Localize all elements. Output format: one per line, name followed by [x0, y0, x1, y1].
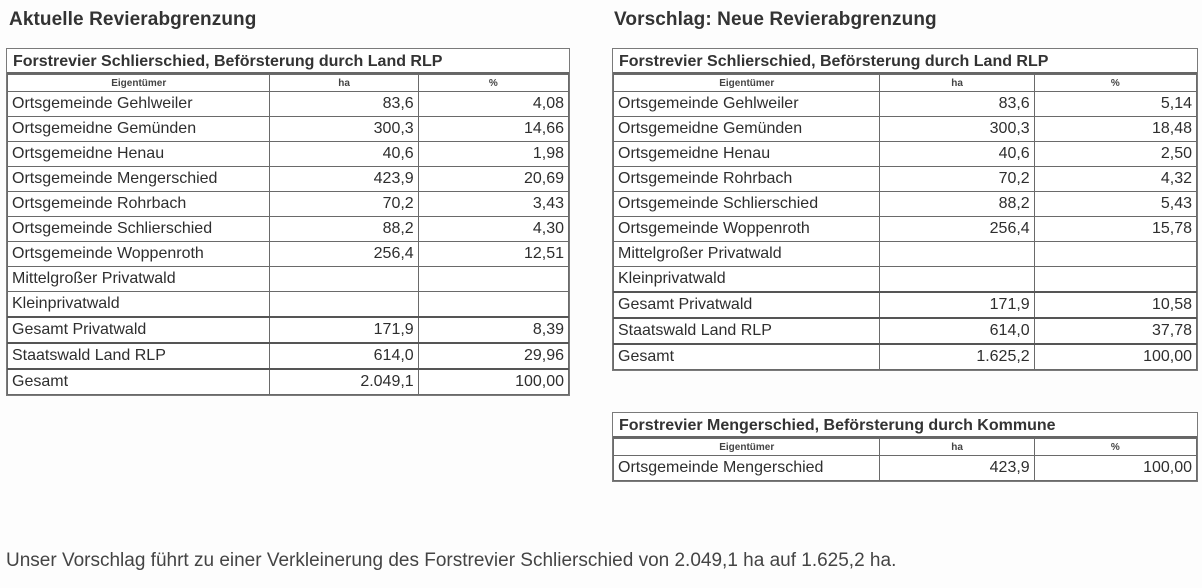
hectare-cell: 256,4 [880, 217, 1034, 242]
hectare-cell: 40,6 [880, 142, 1034, 167]
hectare-cell: 88,2 [270, 217, 418, 242]
footnote-text: Unser Vorschlag führt zu einer Verkleinerung des Forstrevier Schlierschied von 2.049,1 ha auf 1.625,2 ha. [6, 550, 897, 571]
hectare-cell: 171,9 [880, 292, 1034, 318]
percent-cell: 5,43 [1034, 192, 1196, 217]
percent-cell: 4,08 [418, 92, 568, 117]
percent-cell: 4,32 [1034, 167, 1196, 192]
percent-cell: 18,48 [1034, 117, 1196, 142]
hectare-cell: 88,2 [880, 192, 1034, 217]
owner-cell: Ortsgemeinde Rohrbach [614, 167, 880, 192]
column-header: % [418, 75, 568, 92]
table-row [8, 142, 569, 167]
owner-cell: Mittelgroßer Privatwald [614, 242, 880, 267]
data-table [613, 74, 1197, 370]
table-title: Forstrevier Mengerschied, Beförsterung durch Kommune [613, 413, 1197, 438]
table-row [8, 317, 569, 343]
percent-cell [418, 292, 568, 318]
hectare-cell [270, 292, 418, 318]
column-header: Eigentümer [614, 75, 880, 92]
hectare-cell: 70,2 [880, 167, 1034, 192]
data-table [613, 438, 1197, 481]
hectare-cell: 256,4 [270, 242, 418, 267]
table-title: Forstrevier Schlierschied, Beförsterung durch Land RLP [7, 49, 569, 74]
hectare-cell: 614,0 [880, 318, 1034, 344]
column-header: % [1034, 75, 1196, 92]
percent-cell: 20,69 [418, 167, 568, 192]
owner-cell: Staatswald Land RLP [8, 343, 270, 369]
table-row [8, 267, 569, 292]
hectare-cell: 1.625,2 [880, 344, 1034, 370]
column-header: Eigentümer [8, 75, 270, 92]
header-row [614, 439, 1197, 456]
hectare-cell: 171,9 [270, 317, 418, 343]
owner-cell: Ortsgemeinde Woppenroth [614, 217, 880, 242]
percent-cell: 4,30 [418, 217, 568, 242]
percent-cell: 1,98 [418, 142, 568, 167]
owner-cell: Ortsgemeinde Rohrbach [8, 192, 270, 217]
heading-proposed-boundary: Vorschlag: Neue Revierabgrenzung [614, 9, 937, 30]
percent-cell: 37,78 [1034, 318, 1196, 344]
column-header: Eigentümer [614, 439, 880, 456]
table-row [614, 117, 1197, 142]
hectare-cell: 83,6 [880, 92, 1034, 117]
hectare-cell: 300,3 [270, 117, 418, 142]
column-header: ha [880, 439, 1034, 456]
table-row [614, 456, 1197, 481]
hectare-cell: 70,2 [270, 192, 418, 217]
owner-cell: Ortsgemeinde Gehlweiler [8, 92, 270, 117]
table-proposed-schlierschied [612, 48, 1198, 371]
table-row [614, 142, 1197, 167]
percent-cell [418, 267, 568, 292]
owner-cell: Ortsgemeidne Henau [614, 142, 880, 167]
percent-cell: 12,51 [418, 242, 568, 267]
data-table [7, 74, 569, 395]
hectare-cell [270, 267, 418, 292]
percent-cell: 14,66 [418, 117, 568, 142]
header-row [8, 75, 569, 92]
owner-cell: Ortsgemeidne Gemünden [614, 117, 880, 142]
table-row [614, 344, 1197, 370]
table-row [8, 117, 569, 142]
percent-cell: 8,39 [418, 317, 568, 343]
table-row [8, 343, 569, 369]
table-row [8, 369, 569, 395]
table-row [614, 92, 1197, 117]
column-header: ha [880, 75, 1034, 92]
owner-cell: Kleinprivatwald [8, 292, 270, 318]
hectare-cell [880, 267, 1034, 293]
owner-cell: Ortsgemeinde Schlierschied [614, 192, 880, 217]
table-row [614, 192, 1197, 217]
percent-cell: 29,96 [418, 343, 568, 369]
percent-cell: 100,00 [418, 369, 568, 395]
percent-cell [1034, 267, 1196, 293]
table-row [614, 242, 1197, 267]
table-proposed-mengerschied [612, 412, 1198, 482]
owner-cell: Ortsgemeinde Woppenroth [8, 242, 270, 267]
hectare-cell: 2.049,1 [270, 369, 418, 395]
hectare-cell: 300,3 [880, 117, 1034, 142]
owner-cell: Kleinprivatwald [614, 267, 880, 293]
table-row [614, 318, 1197, 344]
hectare-cell: 40,6 [270, 142, 418, 167]
table-row [614, 292, 1197, 318]
owner-cell: Mittelgroßer Privatwald [8, 267, 270, 292]
owner-cell: Gesamt Privatwald [614, 292, 880, 318]
hectare-cell: 83,6 [270, 92, 418, 117]
owner-cell: Ortsgemeidne Gemünden [8, 117, 270, 142]
table-row [8, 242, 569, 267]
percent-cell [1034, 242, 1196, 267]
owner-cell: Ortsgemeinde Mengerschied [614, 456, 880, 481]
owner-cell: Ortsgemeinde Gehlweiler [614, 92, 880, 117]
owner-cell: Staatswald Land RLP [614, 318, 880, 344]
table-row [614, 217, 1197, 242]
percent-cell: 100,00 [1034, 344, 1196, 370]
owner-cell: Ortsgemeinde Mengerschied [8, 167, 270, 192]
owner-cell: Gesamt Privatwald [8, 317, 270, 343]
percent-cell: 100,00 [1034, 456, 1196, 481]
hectare-cell: 423,9 [270, 167, 418, 192]
table-current-schlierschied [6, 48, 570, 396]
owner-cell: Ortsgemeidne Henau [8, 142, 270, 167]
owner-cell: Gesamt [614, 344, 880, 370]
column-header: ha [270, 75, 418, 92]
table-row [614, 167, 1197, 192]
hectare-cell: 614,0 [270, 343, 418, 369]
table-row [614, 267, 1197, 293]
owner-cell: Ortsgemeinde Schlierschied [8, 217, 270, 242]
hectare-cell [880, 242, 1034, 267]
table-row [8, 217, 569, 242]
owner-cell: Gesamt [8, 369, 270, 395]
percent-cell: 5,14 [1034, 92, 1196, 117]
percent-cell: 2,50 [1034, 142, 1196, 167]
table-row [8, 92, 569, 117]
column-header: % [1034, 439, 1196, 456]
hectare-cell: 423,9 [880, 456, 1034, 481]
percent-cell: 10,58 [1034, 292, 1196, 318]
percent-cell: 15,78 [1034, 217, 1196, 242]
table-row [8, 292, 569, 318]
table-row [8, 167, 569, 192]
table-row [8, 192, 569, 217]
header-row [614, 75, 1197, 92]
percent-cell: 3,43 [418, 192, 568, 217]
table-title: Forstrevier Schlierschied, Beförsterung durch Land RLP [613, 49, 1197, 74]
heading-current-boundary: Aktuelle Revierabgrenzung [9, 9, 257, 30]
